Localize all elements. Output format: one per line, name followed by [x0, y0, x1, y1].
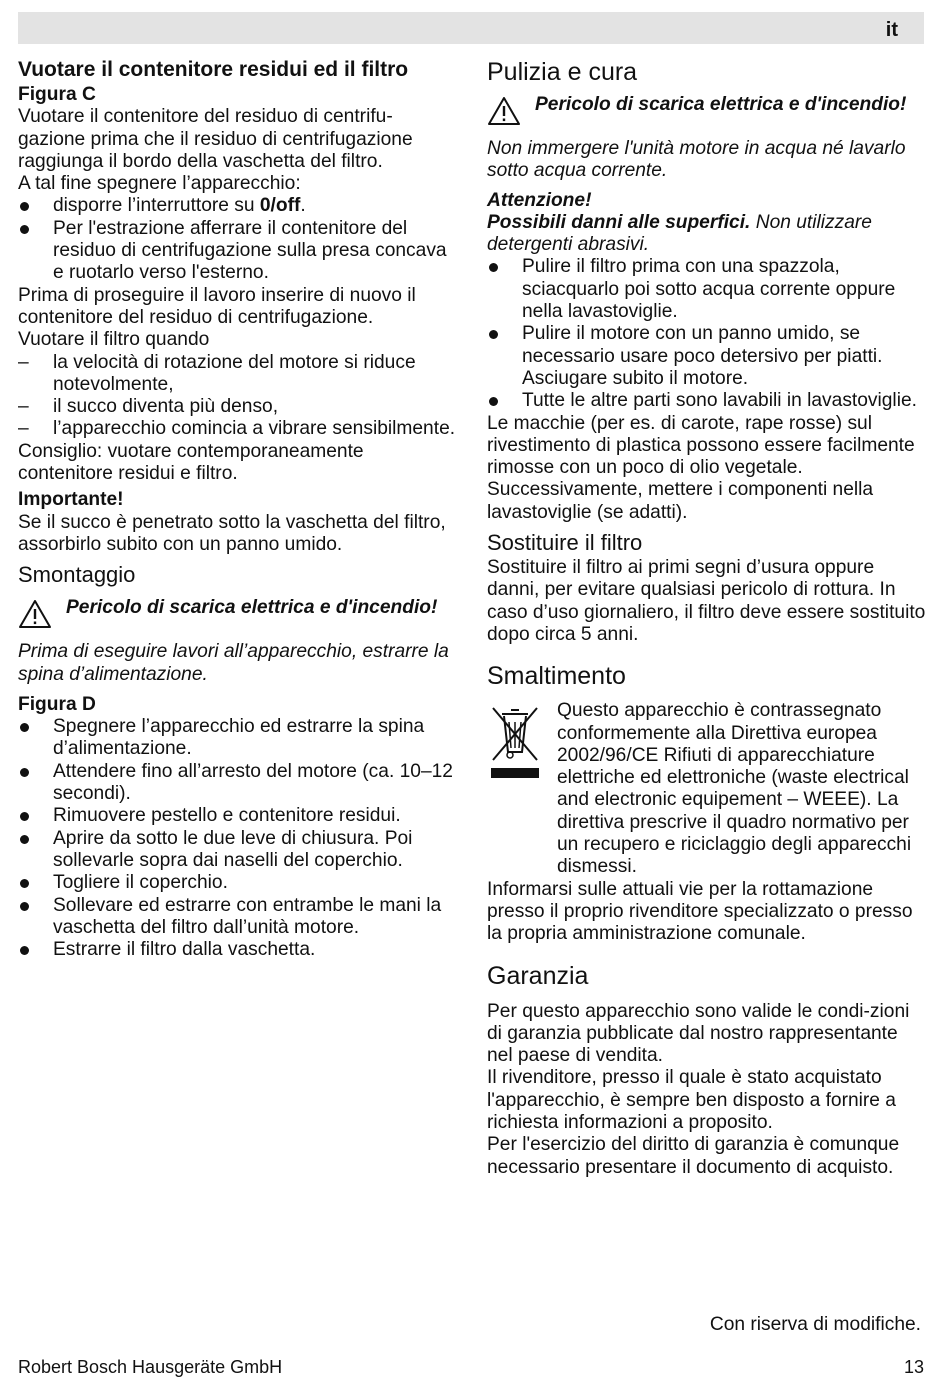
section-title-disposal: Smaltimento — [487, 662, 626, 691]
warning-text: Non immergere l'unità motore in acqua né lavarlo sotto acqua corrente. — [487, 138, 906, 182]
attention-label: Attenzione! — [487, 189, 592, 211]
dash-list — [18, 352, 458, 441]
weee-block — [487, 700, 927, 878]
language-bar — [18, 12, 924, 44]
paragraph: Per l'esercizio del diritto di garanzia è comunque necessario presentare il documento di acquisto. — [487, 1134, 900, 1178]
list-item: Togliere il coperchio. — [18, 872, 458, 894]
list-item: – la velocità di rotazione del motore si riduce notevolmente, — [18, 352, 458, 397]
reservation-note: Con riserva di modifiche. — [709, 1314, 921, 1335]
paragraph: Per questo apparecchio sono valide le condi-zioni di garanzia pubblicate dal nostro rappresentante nel paese di vendita. — [487, 1000, 910, 1067]
paragraph: Vuotare il contenitore del residuo di centrifu-gazione prima che il residuo di centrifugazione raggiunga il bordo della vaschetta del filtro. — [18, 106, 413, 172]
list-item: Sollevare ed estrarre con entrambe le mani la vaschetta del filtro dall’unità motore. — [18, 895, 458, 940]
warning-triangle-icon — [18, 599, 52, 629]
section-title-warranty: Garanzia — [487, 961, 589, 990]
left-column — [18, 56, 458, 961]
attention-text: Possibili danni alle superfici. Non utilizzare detergenti abrasivi. — [487, 211, 872, 256]
warning-text: Prima di eseguire lavori all’apparecchio, estrarre la spina d’alimentazione. — [18, 641, 449, 685]
list-item: Tutte le altre parti sono lavabili in lavastoviglie. — [487, 390, 927, 412]
language-code: it — [885, 19, 898, 41]
list-item: Attendere fino all’arresto del motore (ca. 10–12 secondi). — [18, 761, 458, 806]
bullet-list — [18, 195, 458, 284]
warning-title: Pericolo di scarica elettrica e d'incendio! — [66, 597, 438, 619]
paragraph: Il rivenditore, presso il quale è stato acquistato l'apparecchio, è sempre ben disposto a fornire a richiesta informazioni a proposito. — [487, 1067, 896, 1133]
list-item: Spegnere l’apparecchio ed estrarre la spina d’alimentazione. — [18, 716, 458, 761]
list-item: Estrarre il filtro dalla vaschetta. — [18, 939, 458, 961]
weee-text: Questo apparecchio è contrassegnato conformemente alla Direttiva europea 2002/96/CE Rifiuti di apparecchiature elettriche ed elettroniche (waste electrical and electronic equipement – WEEE). La direttiva prescrive il quadro normativo per un recupero e riciclaggio degli apparecchi dismessi. — [557, 700, 912, 878]
section-title-disassembly: Smontaggio — [18, 562, 136, 588]
switch-position-label: 0/off — [259, 195, 301, 217]
list-item: Aprire da sotto le due leve di chiusura. Poi sollevarle sopra dai naselli del coperchio. — [18, 828, 458, 873]
list-item: Per l'estrazione afferrare il contenitore del residuo di centrifugazione sulla presa concava e ruotarlo verso l'esterno. — [18, 218, 458, 285]
figure-d-label: Figura D — [18, 693, 96, 715]
paragraph: Vuotare il filtro quando — [18, 329, 210, 351]
paragraph: Informarsi sulle attuali vie per la rottamazione presso il proprio rivenditore specializzato o presso la propria amministrazione comunale. — [487, 878, 913, 945]
warning-block — [487, 94, 927, 138]
list-item: Pulire il motore con un panno umido, se necessario usare poco detersivo per piatti. Asciugare subito il motore. — [487, 323, 927, 390]
section-title-cleaning: Pulizia e cura — [487, 58, 638, 86]
bullet-list — [18, 716, 458, 961]
right-column — [487, 56, 927, 1179]
paragraph: Sostituire il filtro ai primi segni d’usura oppure danni, per evitare qualsiasi pericolo di rottura. In caso d’uso giornaliero, il filtro deve essere sostituito dopo circa 5 anni. — [487, 557, 926, 645]
crossed-out-bin-icon — [487, 704, 543, 782]
section-title-empty-container: Vuotare il contenitore residui ed il filtro — [18, 58, 409, 81]
list-item: Pulire il filtro prima con una spazzola, sciacquarlo poi sotto acqua corrente oppure nella lavastoviglie. — [487, 256, 927, 323]
bullet-list — [487, 256, 927, 412]
footer-company: Robert Bosch Hausgeräte GmbH — [18, 1357, 283, 1377]
tip-paragraph: Consiglio: vuotare contemporaneamente contenitore residui e filtro. — [18, 440, 364, 485]
list-item: – l’apparecchio comincia a vibrare sensibilmente. — [18, 418, 458, 440]
list-item: disporre l’interruttore su 0/off. — [18, 195, 458, 217]
list-item: – il succo diventa più denso, — [18, 396, 458, 418]
warning-triangle-icon — [487, 96, 521, 126]
figure-c-label: Figura C — [18, 84, 96, 105]
page-number: 13 — [903, 1357, 924, 1377]
section-title-replace-filter: Sostituire il filtro — [487, 530, 643, 556]
paragraph: Prima di proseguire il lavoro inserire di nuovo il contenitore del residuo di centrifugazione. — [18, 284, 416, 328]
paragraph: A tal fine spegnere l’apparecchio: — [18, 173, 301, 195]
list-item: Rimuovere pestello e contenitore residui. — [18, 805, 458, 827]
warning-title: Pericolo di scarica elettrica e d'incendio! — [535, 94, 907, 115]
paragraph: Le macchie (per es. di carote, rape rosse) sul rivestimento di plastica possono essere facilmente rimosse con un poco di olio vegetale. Successivamente, mettere i componenti nella lavastoviglie (se adatti). — [487, 412, 915, 523]
warning-block — [18, 597, 458, 641]
important-label: Importante! — [18, 489, 124, 511]
paragraph: Se il succo è penetrato sotto la vaschetta del filtro, assorbirlo subito con un panno umido. — [18, 511, 446, 555]
